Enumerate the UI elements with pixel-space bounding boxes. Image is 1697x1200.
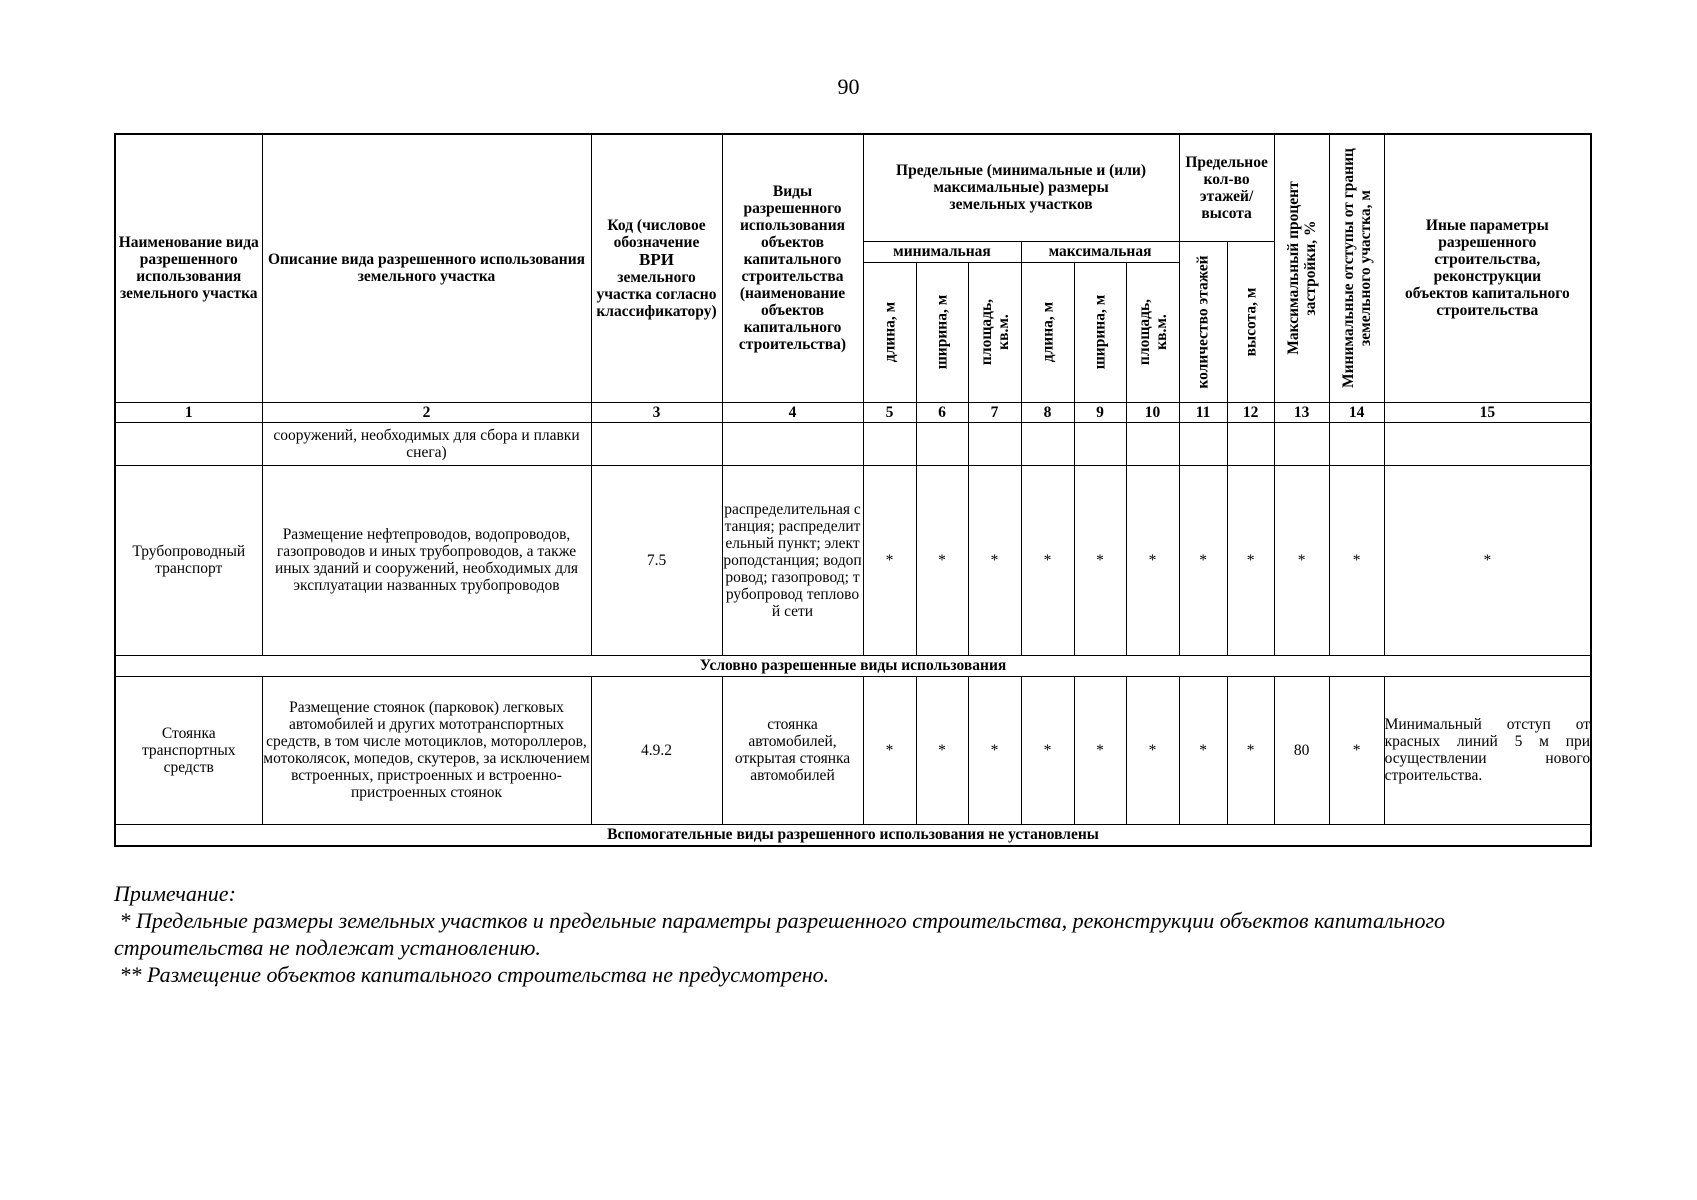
column-index-row [115, 402, 1591, 422]
section-conditional: Условно разрешенные виды использования [115, 655, 1591, 676]
row-cont-description: сооружений, необходимых для сбора и плавки снега) [262, 422, 591, 465]
row-pipeline-value: * [1329, 465, 1384, 655]
header-code [591, 134, 722, 402]
row-pipeline-code: 7.5 [591, 465, 722, 655]
row-parking-name: Стоянка транспортных средств [115, 676, 262, 824]
header-object-types-a: Виды [772, 183, 813, 201]
col-index: 1 [115, 402, 262, 422]
header-max-length: длина, м [1021, 262, 1074, 402]
row-pipeline-name: Трубопроводный транспорт [115, 465, 262, 655]
col-index: 11 [1179, 402, 1227, 422]
col-index: 6 [916, 402, 968, 422]
row-pipeline-value: * [1074, 465, 1126, 655]
row-parking-value: * [1179, 676, 1227, 824]
row-pipeline-value: * [1227, 465, 1274, 655]
header-max-percent: Максимальный процент застройки, % [1274, 134, 1329, 402]
zoning-table [114, 133, 1592, 847]
col-index: 4 [722, 402, 863, 422]
header-min-area: площадь, кв.м. [968, 262, 1021, 402]
col-index: 3 [591, 402, 722, 422]
row-parking-value: * [1227, 676, 1274, 824]
row-pipeline-value: * [863, 465, 916, 655]
row-pipeline-value: * [968, 465, 1021, 655]
header-other-params: Иные параметры разрешенного строительства, реконструкции объектов капитального строительства [1384, 134, 1591, 402]
header-min-width: ширина, м [916, 262, 968, 402]
header-max-area: площадь, кв.м. [1126, 262, 1179, 402]
row-pipeline-value: * [1126, 465, 1179, 655]
row-parking-value: 80 [1274, 676, 1329, 824]
col-index: 5 [863, 402, 916, 422]
row-parking-value: * [1074, 676, 1126, 824]
header-limit-floors: Предельное кол-во этажей/ высота [1179, 134, 1274, 241]
section-aux: Вспомогательные виды разрешенного использования не установлены [115, 824, 1591, 846]
header-max: максимальная [1021, 241, 1179, 262]
note-line-2: ** Размещение объектов капитального строительства не предусмотрено. [114, 962, 830, 987]
row-pipeline-value: * [1274, 465, 1329, 655]
row-parking-description: Размещение стоянок (парковок) легковых автомобилей и других мототранспортных средств, в том числе мотоциклов, мотороллеров, мотоколясок, мопедов, скутеров, за исключением встроенных, пристроенных и встроенно-пристроенных стоянок [262, 676, 591, 824]
header-name: Наименование вида разрешенного использования земельного участка [115, 134, 262, 402]
row-pipeline-objects: распределительная станция; распределительный пункт; электроподстанция; водопровод; газопровод; трубопровод тепловой сети [722, 465, 863, 655]
row-pipeline-value: * [916, 465, 968, 655]
table-row [115, 465, 1591, 655]
header-limit-sizes: Предельные (минимальные и (или) максимальные) размеры земельных участков [863, 134, 1179, 241]
row-parking-value: * [1329, 676, 1384, 824]
header-object-types [722, 134, 863, 402]
row-parking-code: 4.9.2 [591, 676, 722, 824]
row-pipeline-value: * [1384, 465, 1591, 655]
row-parking-other: Минимальный отступ от красных линий 5 м при осуществлении нового строительства. [1384, 676, 1591, 824]
note-block [114, 880, 1514, 988]
table-row [115, 676, 1591, 824]
col-index: 9 [1074, 402, 1126, 422]
col-index: 7 [968, 402, 1021, 422]
header-height: высота, м [1227, 241, 1274, 402]
row-parking-value: * [916, 676, 968, 824]
table-row [115, 422, 1591, 465]
header-code-b: ВРИ [639, 249, 674, 269]
row-parking-objects: стоянка автомобилей, открытая стоянка автомобилей [722, 676, 863, 824]
row-parking-value: * [1126, 676, 1179, 824]
row-pipeline-value: * [1179, 465, 1227, 655]
header-code-c: земельного участка согласно классификатору) [596, 268, 717, 320]
header-min-length: длина, м [863, 262, 916, 402]
col-index: 15 [1384, 402, 1591, 422]
col-index: 8 [1021, 402, 1074, 422]
row-parking-value: * [968, 676, 1021, 824]
col-index: 2 [262, 402, 591, 422]
header-object-types-b: разрешенного использования объектов капитального строительства (наименование объектов капитального строительства) [738, 200, 847, 354]
page-number: 90 [837, 74, 860, 99]
section-row [115, 824, 1591, 846]
col-index: 12 [1227, 402, 1274, 422]
row-parking-value: * [1021, 676, 1074, 824]
header-description: Описание вида разрешенного использования земельного участка [262, 134, 591, 402]
row-parking-value: * [863, 676, 916, 824]
note-title: Примечание: [114, 881, 236, 906]
col-index: 13 [1274, 402, 1329, 422]
note-line-1: * Предельные размеры земельных участков и предельные параметры разрешенного строительства, реконструкции объектов капитального строительства не подлежат установлению. [114, 908, 1451, 960]
header-floors: количество этажей [1179, 241, 1227, 402]
col-index: 10 [1126, 402, 1179, 422]
header-code-a: Код (числовое обозначение [607, 216, 706, 251]
col-index: 14 [1329, 402, 1384, 422]
section-row [115, 655, 1591, 676]
header-min-offset: Минимальные отступы от границ земельного участка, м [1329, 134, 1384, 402]
header-min: минимальная [863, 241, 1021, 262]
row-pipeline-description: Размещение нефтепроводов, водопроводов, газопроводов и иных трубопроводов, а также иных зданий и сооружений, необходимых для эксплуатации названных трубопроводов [262, 465, 591, 655]
row-pipeline-value: * [1021, 465, 1074, 655]
header-max-width: ширина, м [1074, 262, 1126, 402]
